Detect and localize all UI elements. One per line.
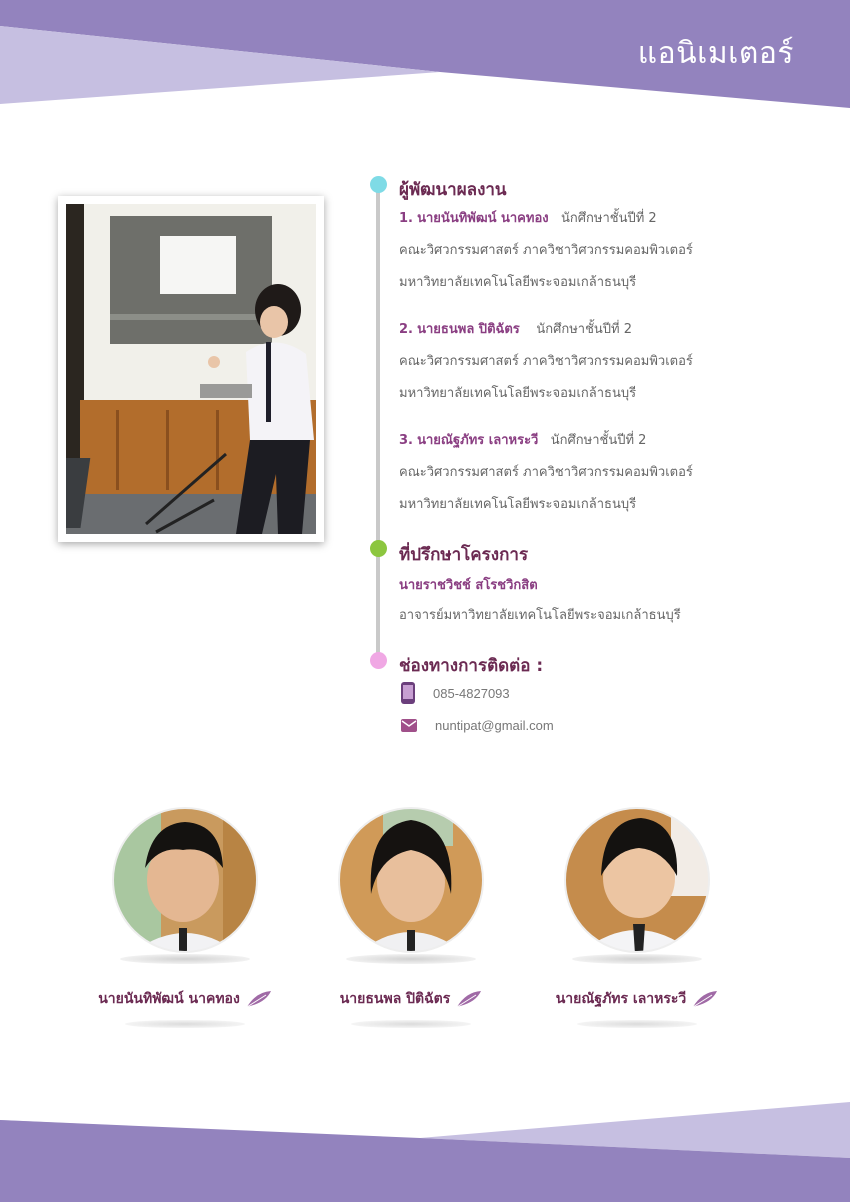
feather-icon: [246, 990, 272, 1008]
feather-icon: [456, 990, 482, 1008]
team-member: [522, 806, 752, 1036]
developer-faculty: คณะวิศวกรรมศาสตร์ ภาควิชาวิศวกรรมคอมพิวเตอร์: [399, 465, 693, 480]
developer-number: 1.: [399, 211, 413, 226]
avatar: [111, 806, 259, 954]
page-title: แอนิเมเตอร์: [637, 36, 794, 71]
avatar-shadow: [572, 954, 702, 964]
avatar: [337, 806, 485, 954]
phone-icon: [401, 682, 415, 704]
developer-name: นายณัฐภัทร เลาหระวี: [417, 433, 539, 448]
developers-heading: ผู้พัฒนาผลงาน: [399, 180, 507, 200]
team-member: [70, 806, 300, 1036]
developer-entry: [399, 425, 829, 521]
contact-heading: ช่องทางการติดต่อ :: [399, 656, 544, 676]
advisor-role: อาจารย์มหาวิทยาลัยเทคโนโลยีพระจอมเกล้าธนบุรี: [399, 608, 681, 623]
label-shadow: [125, 1020, 245, 1028]
developer-status: นักศึกษาชั้นปีที่ 2: [550, 433, 647, 448]
contact-email: [401, 718, 554, 733]
developer-name: นายนันทิพัฒน์ นาคทอง: [417, 211, 549, 226]
timeline-dot: [370, 652, 387, 669]
developer-faculty: คณะวิศวกรรมศาสตร์ ภาควิชาวิศวกรรมคอมพิวเตอร์: [399, 354, 693, 369]
developer-entry: [399, 203, 829, 299]
developer-faculty: คณะวิศวกรรมศาสตร์ ภาควิชาวิศวกรรมคอมพิวเตอร์: [399, 243, 693, 258]
footer-band: [0, 1102, 850, 1202]
phone-number[interactable]: 085-4827093: [433, 685, 510, 701]
developer-university: มหาวิทยาลัยเทคโนโลยีพระจอมเกล้าธนบุรี: [399, 386, 637, 401]
avatar-shadow: [120, 954, 250, 964]
member-name-label: [70, 988, 300, 1010]
member-name: นายณัฐภัทร เลาหระวี: [555, 991, 687, 1007]
member-name: นายนันทิพัฒน์ นาคทอง: [98, 991, 240, 1007]
developer-number: 3.: [399, 433, 413, 448]
developer-name: นายธนพล ปิติฉัตร: [417, 322, 520, 337]
member-name-label: [296, 988, 526, 1010]
label-shadow: [351, 1020, 471, 1028]
developer-status: นักศึกษาชั้นปีที่ 2: [536, 322, 633, 337]
developer-status: นักศึกษาชั้นปีที่ 2: [561, 211, 657, 226]
developer-university: มหาวิทยาลัยเทคโนโลยีพระจอมเกล้าธนบุรี: [399, 497, 637, 512]
timeline-dot: [370, 176, 387, 193]
label-shadow: [577, 1020, 697, 1028]
feather-icon: [692, 990, 718, 1008]
member-name-label: [522, 988, 752, 1010]
advisor-name: นายราชวิชช์ สโรชวิกสิต: [399, 578, 538, 593]
advisor-heading: ที่ปรึกษาโครงการ: [399, 545, 529, 565]
email-address[interactable]: nuntipat@gmail.com: [435, 718, 554, 733]
developer-entry: [399, 314, 829, 410]
developer-number: 2.: [399, 322, 413, 337]
timeline-line: [376, 184, 380, 660]
avatar-shadow: [346, 954, 476, 964]
member-name: นายธนพล ปิติฉัตร: [339, 991, 451, 1007]
developer-university: มหาวิทยาลัยเทคโนโลยีพระจอมเกล้าธนบุรี: [399, 275, 637, 290]
timeline-dot: [370, 540, 387, 557]
team-member: [296, 806, 526, 1036]
avatar: [563, 806, 711, 954]
contact-phone: [401, 682, 510, 704]
envelope-icon: [401, 719, 417, 732]
presenter-photo: [58, 196, 324, 542]
